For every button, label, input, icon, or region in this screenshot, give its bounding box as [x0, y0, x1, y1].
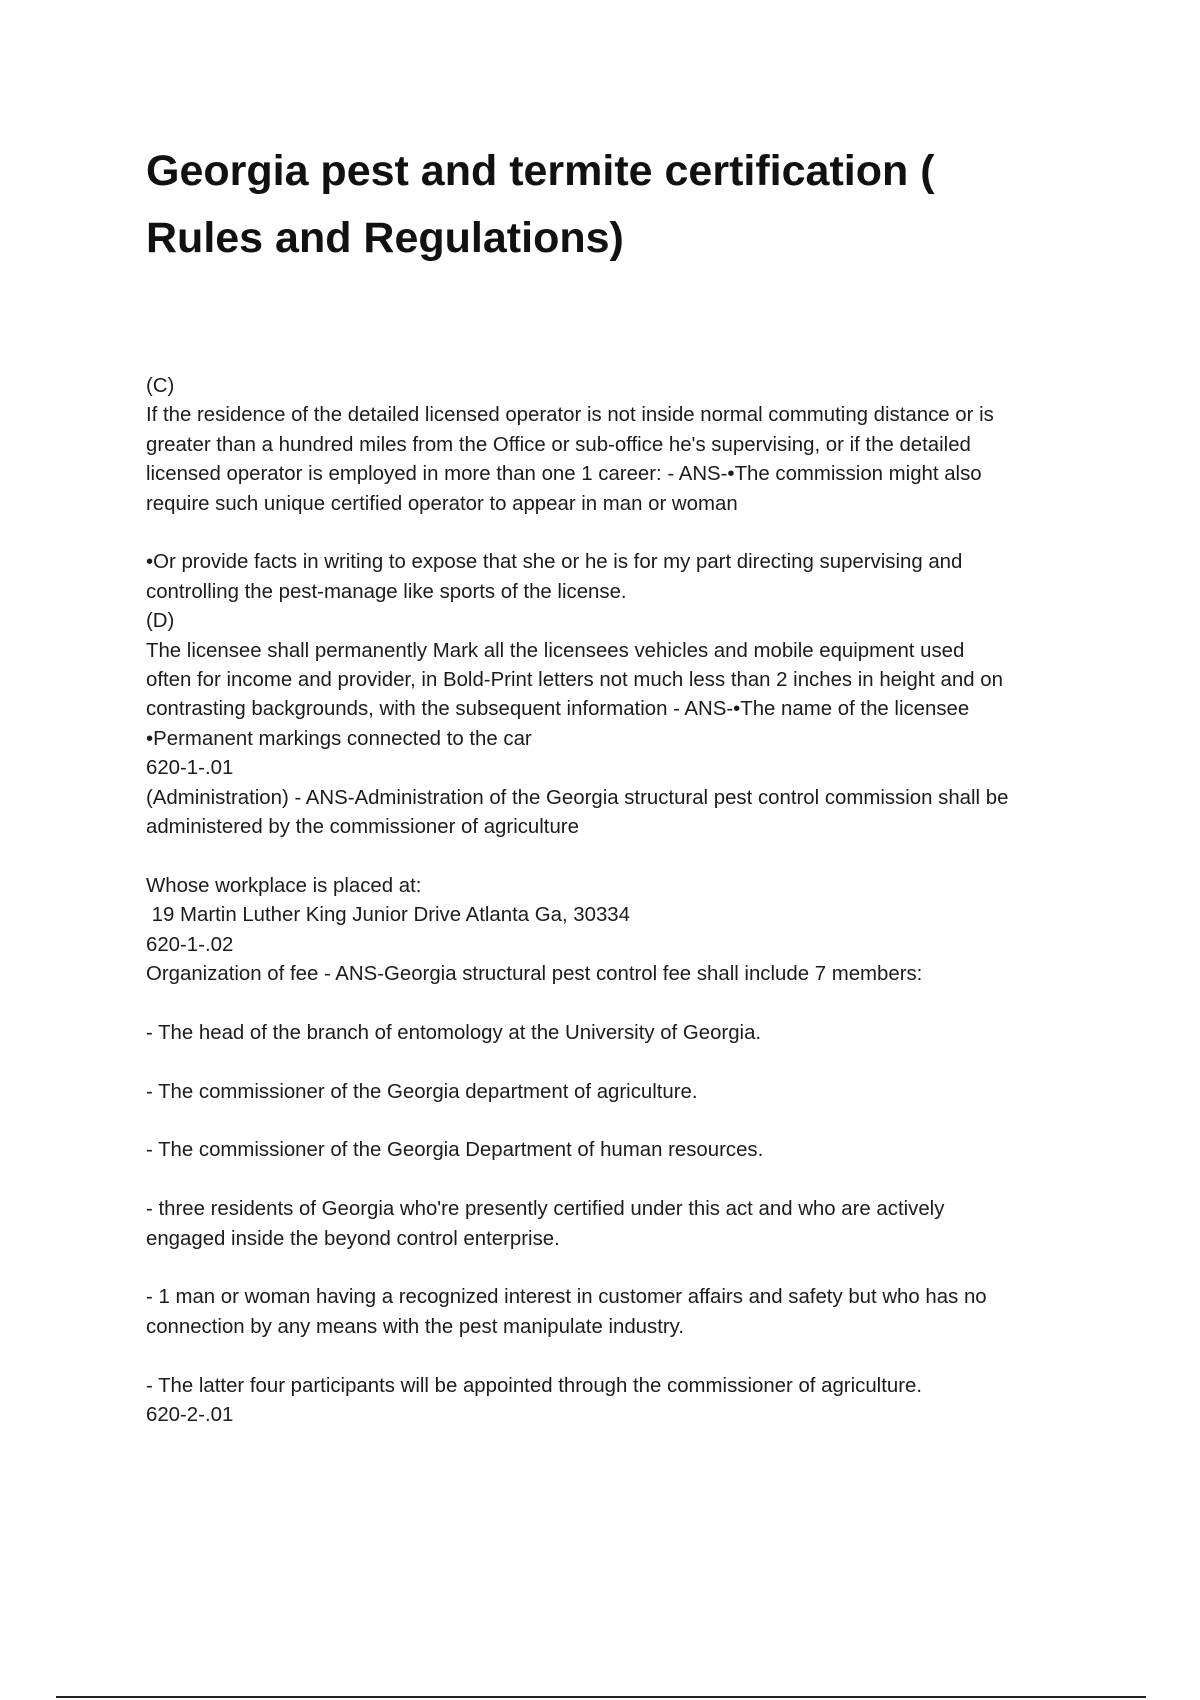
list-item: - 1 man or woman having a recognized interest in customer affairs and safety but who has no	[146, 1286, 987, 1309]
body-line: Organization of fee - ANS-Georgia structural pest control fee shall include 7 members:	[146, 963, 923, 986]
list-item-continuation: connection by any means with the pest manipulate industry.	[146, 1315, 685, 1338]
body-line: require such unique certified operator to appear in man or woman	[146, 492, 738, 515]
rule-number: 620-1-.02	[146, 933, 234, 956]
list-item: - The commissioner of the Georgia department of agriculture.	[146, 1080, 698, 1103]
body-line: •Permanent markings connected to the car	[146, 727, 532, 750]
list-item-continuation: engaged inside the beyond control enterprise.	[146, 1227, 560, 1250]
list-item: - The commissioner of the Georgia Department of human resources.	[146, 1139, 764, 1162]
body-line: The licensee shall permanently Mark all the licensees vehicles and mobile equipment used	[146, 639, 965, 662]
body-line: If the residence of the detailed licensed operator is not inside normal commuting distance or is	[146, 404, 994, 427]
paragraph-gap	[146, 1342, 1096, 1371]
footer-divider	[56, 1696, 1146, 1698]
paragraph-gap	[146, 519, 1096, 548]
body-line: licensed operator is employed in more than one 1 career: - ANS-•The commission might also	[146, 463, 982, 486]
body-line: greater than a hundred miles from the Office or sub-office he's supervising, or if the detailed	[146, 433, 971, 456]
section-label-d: (D)	[146, 610, 175, 633]
paragraph-gap	[146, 1166, 1096, 1195]
title-line-1: Georgia pest and termite certification (	[146, 147, 935, 195]
body-line: administered by the commissioner of agriculture	[146, 816, 579, 839]
paragraph-gap	[146, 842, 1096, 871]
paragraph-gap	[146, 1107, 1096, 1136]
paragraph-gap	[146, 1254, 1096, 1283]
body-line: (Administration) - ANS-Administration of the Georgia structural pest control commission shall be	[146, 786, 1009, 809]
body-line: contrasting backgrounds, with the subsequent information - ANS-•The name of the licensee	[146, 698, 970, 721]
rule-number: 620-2-.01	[146, 1404, 234, 1427]
body-line: •Or provide facts in writing to expose that she or he is for my part directing supervising and	[146, 551, 963, 574]
list-item: - three residents of Georgia who're presently certified under this act and who are actively	[146, 1198, 945, 1221]
body-line: often for income and provider, in Bold-Print letters not much less than 2 inches in height and on	[146, 669, 1003, 692]
address-line: 19 Martin Luther King Junior Drive Atlanta Ga, 30334	[146, 904, 630, 927]
body-line: controlling the pest-manage like sports of the license.	[146, 580, 627, 603]
document-title	[146, 138, 1096, 272]
paragraph-gap	[146, 990, 1096, 1019]
list-item: - The latter four participants will be appointed through the commissioner of agriculture.	[146, 1374, 922, 1397]
list-item: - The head of the branch of entomology at the University of Georgia.	[146, 1021, 762, 1044]
title-line-2: Rules and Regulations)	[146, 214, 624, 262]
body-line: Whose workplace is placed at:	[146, 874, 422, 897]
document-body	[146, 372, 1096, 1431]
rule-number: 620-1-.01	[146, 757, 234, 780]
section-label-c: (C)	[146, 375, 175, 397]
paragraph-gap	[146, 1048, 1096, 1077]
